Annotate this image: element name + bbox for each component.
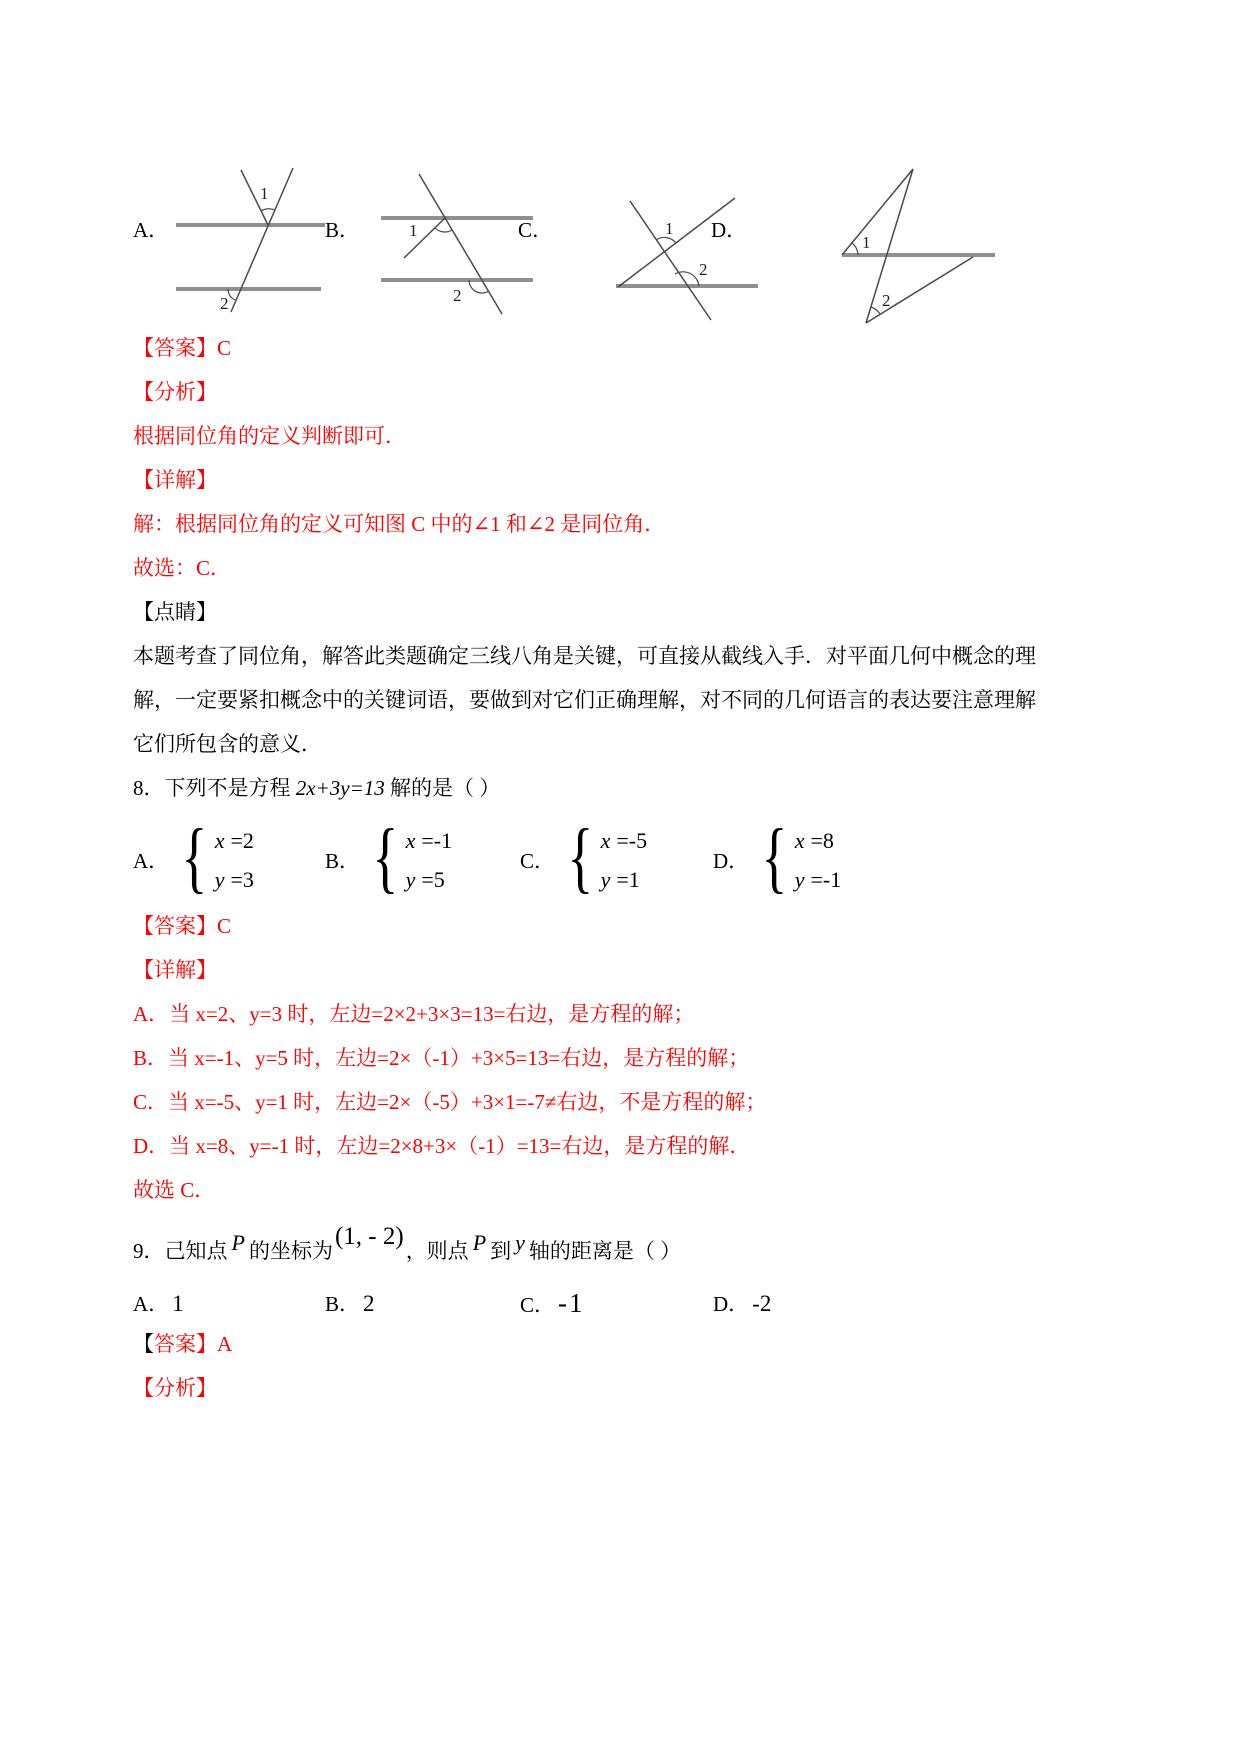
brace-glyph: { — [372, 813, 399, 901]
angle-1-label: 1 — [409, 221, 418, 240]
q7-detail-text: 解：根据同位角的定义可知图 C 中的∠1 和∠2 是同位角． — [133, 512, 666, 536]
q8-option-c-label: C． — [520, 849, 556, 873]
q7-option-b-label: B． — [325, 218, 361, 242]
y-axis-symbol: y — [515, 1230, 525, 1255]
q8-option-c — [520, 813, 648, 904]
q9-answer-bracket: 【 — [133, 1332, 154, 1356]
q9-stem-mid1: 的坐标为 — [248, 1239, 333, 1263]
q7-option-d-label: D． — [711, 218, 748, 242]
zigzag-line — [866, 257, 973, 323]
angle-arc — [871, 307, 880, 314]
q9-option-d: D． -2 — [713, 1291, 772, 1316]
question7-diagrams — [133, 140, 1123, 326]
q9-stem — [133, 1222, 1123, 1280]
page-content — [133, 140, 1123, 1410]
zigzag-line — [842, 169, 913, 255]
q7-option-c-label: C． — [518, 218, 554, 242]
q9-option-a: A． 1 — [133, 1291, 184, 1316]
q8-option-d — [713, 813, 842, 904]
angle-1-label: 1 — [665, 219, 674, 238]
q9-stem-suffix: 轴的距离是（ ） — [528, 1239, 682, 1263]
q8-option-a — [133, 813, 254, 904]
q8-option-b-system: x =-1 y =5 — [405, 828, 453, 892]
q8-stem-equation: 2x+3y=13 — [295, 776, 385, 800]
angle-2-label: 2 — [220, 294, 229, 313]
angle-2-label: 2 — [699, 260, 708, 279]
q8-detail-line-d: D．当 x=8、y=-1 时，左边=2×8+3×（-1）=13=右边，是方程的解． — [133, 1134, 751, 1158]
q8-stem-prefix: 8．下列不是方程 — [133, 776, 296, 800]
q8-option-a-system: x =2 y =3 — [214, 828, 254, 892]
point-p-symbol: P — [231, 1230, 245, 1255]
q7-diagram-d — [835, 140, 1005, 330]
point-coordinates: (1, - 2) — [334, 1223, 404, 1250]
q7-analysis-header: 【分析】 — [133, 380, 217, 404]
q7-option-a-label: A． — [133, 218, 170, 242]
q7-detail-header: 【详解】 — [133, 468, 217, 492]
q9-analysis-header: 【分析】 — [133, 1376, 217, 1400]
brace-glyph: { — [567, 813, 594, 901]
q8-option-a-label: A． — [133, 849, 170, 873]
q8-option-b-label: B． — [325, 849, 361, 873]
q8-conclusion: 故选 C． — [133, 1178, 216, 1202]
angle-2-label: 2 — [453, 286, 462, 305]
angle-arc — [435, 228, 452, 232]
q8-detail-line-b: B．当 x=-1、y=5 时，左边=2×（-1）+3×5=13=右边，是方程的解； — [133, 1046, 750, 1070]
angle-arc — [656, 237, 676, 243]
q7-note-line2: 解，一定要紧扣概念中的关键词语，要做到对它们正确理解，对不同的几何语言的表达要注意理解 — [133, 688, 1036, 712]
q7-note-line1: 本题考查了同位角，解答此类题确定三线八角是关键，可直接从截线入手．对平面几何中概念的理 — [133, 644, 1036, 668]
brace-glyph: { — [181, 813, 208, 901]
q9-answer-text: 答案】A — [154, 1332, 233, 1356]
q9-option-c: C． -1 — [520, 1288, 585, 1318]
q8-detail-line-a: A．当 x=2、y=3 时，左边=2×2+3×3=13=右边，是方程的解； — [133, 1002, 695, 1026]
q8-options — [133, 813, 1123, 904]
q7-diagram-a — [163, 140, 335, 326]
q8-option-c-system: x =-5 y =1 — [600, 828, 648, 892]
angle-arc — [261, 209, 275, 211]
angle-2-label: 2 — [882, 291, 891, 310]
q9-stem-mid3: 到 — [490, 1239, 512, 1263]
q7-note-line3: 它们所包含的意义． — [133, 732, 322, 756]
angle-1-label: 1 — [862, 233, 871, 252]
q7-note-header: 【点睛】 — [133, 600, 217, 624]
q7-conclusion: 故选：C． — [133, 556, 232, 580]
q8-answer: 【答案】C — [133, 914, 232, 938]
brace-glyph: { — [761, 813, 788, 901]
q8-stem — [133, 766, 1123, 810]
q9-options — [133, 1288, 1123, 1322]
q9-stem-mid2: ，则点 — [405, 1239, 469, 1263]
point-p-symbol: P — [472, 1230, 487, 1255]
q7-answer: 【答案】C — [133, 336, 232, 360]
q7-analysis-text: 根据同位角的定义判断即可． — [133, 424, 406, 448]
q8-stem-suffix: 解的是（ ） — [384, 776, 501, 800]
q9-option-b: B． 2 — [325, 1291, 375, 1316]
q8-detail-header: 【详解】 — [133, 958, 217, 982]
q8-option-d-system: x =8 y =-1 — [794, 828, 842, 892]
angle-1-label: 1 — [260, 184, 269, 203]
q8-detail-line-c: C．当 x=-5、y=1 时，左边=2×（-5）+3×1=-7≠右边，不是方程的解； — [133, 1090, 767, 1114]
q8-option-b — [325, 813, 453, 904]
q8-option-d-label: D． — [713, 849, 750, 873]
q7-diagram-b — [376, 140, 541, 326]
q9-answer — [133, 1322, 1123, 1366]
q9-stem-prefix: 9．己知点 — [133, 1239, 228, 1263]
